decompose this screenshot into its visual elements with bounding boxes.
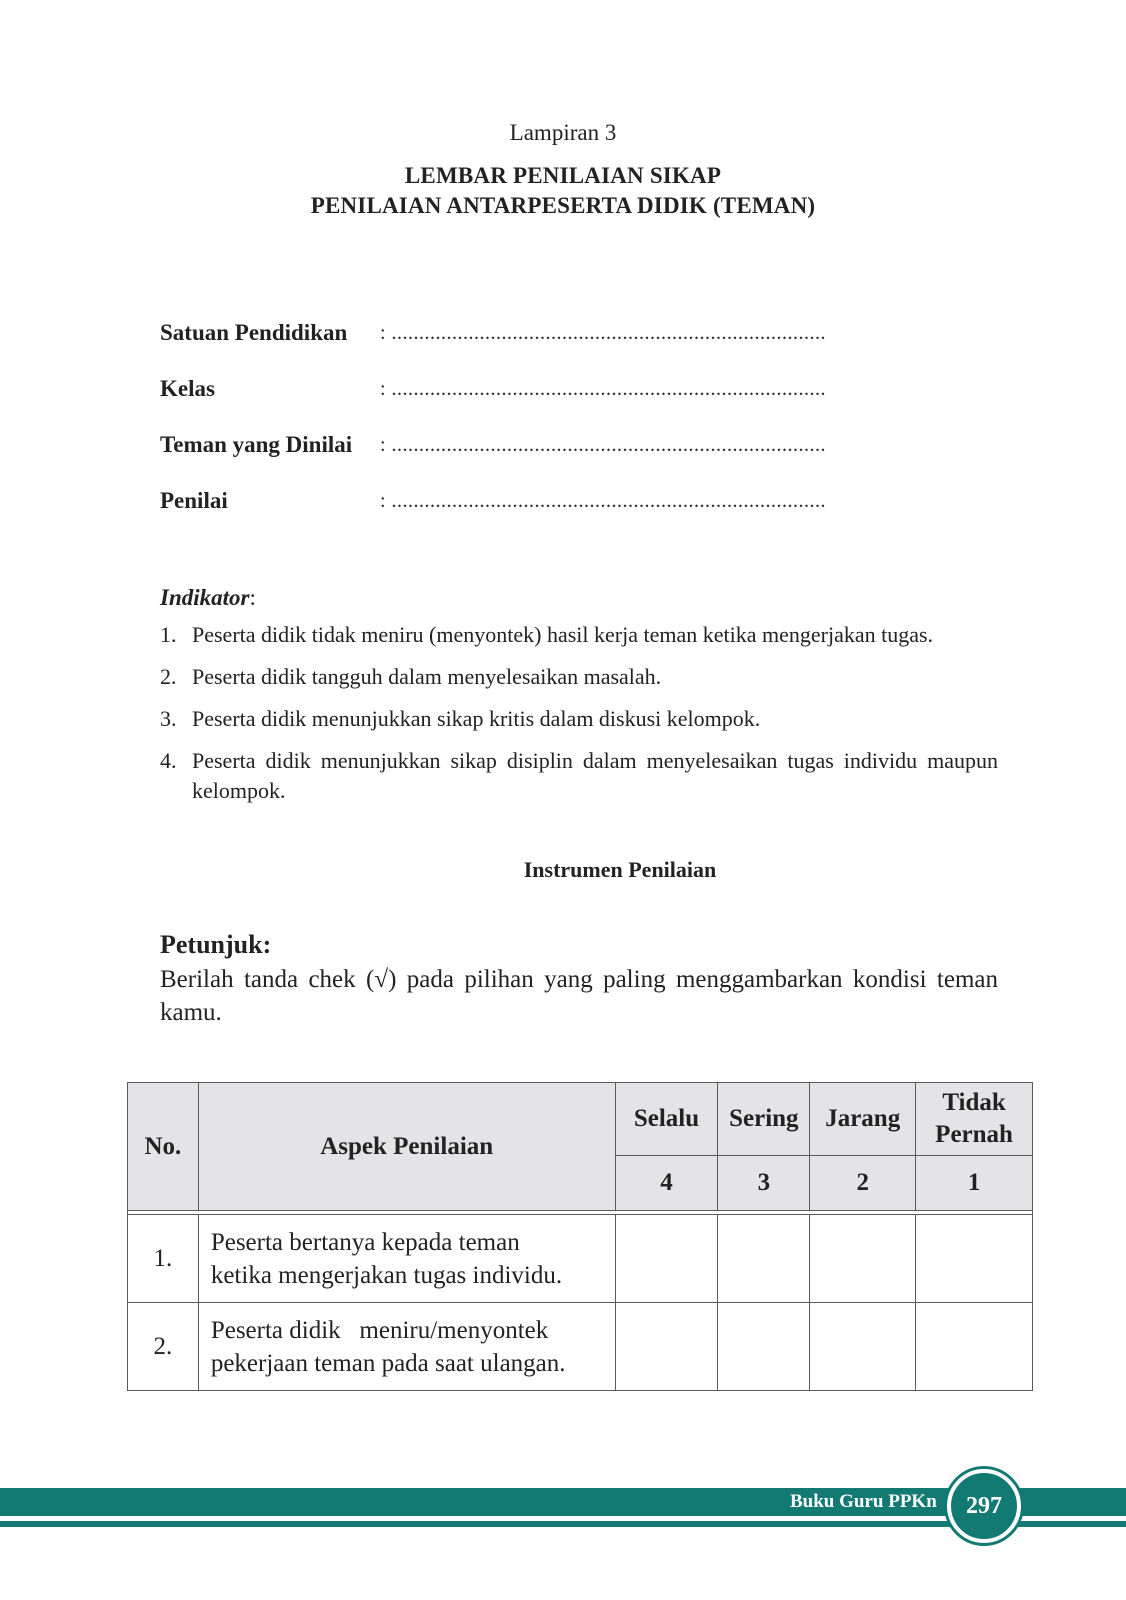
list-item: [160, 704, 998, 734]
check-cell-rarely[interactable]: [810, 1215, 916, 1303]
page-number: 297: [947, 1469, 1021, 1543]
score-4: 4: [615, 1156, 718, 1211]
field-label-assessor: Penilai: [160, 488, 228, 513]
check-cell-never[interactable]: [916, 1303, 1033, 1391]
row-number: 2.: [128, 1303, 199, 1391]
indicators-list: [160, 620, 998, 818]
list-item-text: Peserta didik menunjukkan sikap disiplin dalam menyelesaikan tugas individu maupun kelompok.: [192, 748, 998, 803]
list-item-number: 4.: [160, 748, 177, 773]
field-blank-peer: : ...............................................................................: [380, 434, 827, 456]
document-subtitle: PENILAIAN ANTARPESERTA DIDIK (TEMAN): [310, 193, 816, 218]
score-3: 3: [718, 1156, 810, 1211]
list-item-number: 1.: [160, 622, 177, 647]
check-cell-rarely[interactable]: [810, 1303, 916, 1391]
check-cell-often[interactable]: [718, 1303, 810, 1391]
header-never: Tidak Pernah: [916, 1083, 1033, 1156]
header-aspect: Aspek Penilaian: [198, 1083, 615, 1211]
field-blank-assessor: : ...............................................................................: [380, 490, 827, 512]
score-2: 2: [810, 1156, 916, 1211]
indicators-heading: Indikator:: [160, 585, 256, 610]
document-title: LEMBAR PENILAIAN SIKAP: [404, 163, 722, 188]
row-aspect: Peserta didik meniru/menyontek pekerjaan teman pada saat ulangan.: [198, 1303, 615, 1391]
header-always: Selalu: [615, 1083, 718, 1156]
check-cell-never[interactable]: [916, 1215, 1033, 1303]
header-rarely: Jarang: [810, 1083, 916, 1156]
list-item-text: Peserta didik tangguh dalam menyelesaikan masalah.: [192, 664, 662, 689]
list-item-number: 3.: [160, 706, 177, 731]
assessment-table: [127, 1082, 1033, 1391]
check-cell-often[interactable]: [718, 1215, 810, 1303]
field-blank-school: : ...............................................................................: [380, 322, 827, 344]
table-row: [128, 1303, 1033, 1391]
book-title: Buku Guru PPKn: [790, 1491, 937, 1512]
instrument-heading: Instrumen Penilaian: [523, 857, 717, 882]
check-cell-always[interactable]: [615, 1303, 718, 1391]
check-cell-always[interactable]: [615, 1215, 718, 1303]
header-often: Sering: [718, 1083, 810, 1156]
field-label-class: Kelas: [160, 376, 215, 401]
list-item: [160, 662, 998, 692]
header-no: No.: [128, 1083, 199, 1211]
field-label-school: Satuan Pendidikan: [160, 320, 348, 345]
list-item-text: Peserta didik tidak meniru (menyontek) hasil kerja teman ketika mengerjakan tugas.: [192, 622, 934, 647]
appendix-label: Lampiran 3: [509, 120, 617, 145]
field-label-peer: Teman yang Dinilai: [160, 432, 353, 457]
instructions-heading: Petunjuk:: [160, 930, 272, 959]
list-item-text: Peserta didik menunjukkan sikap kritis dalam diskusi kelompok.: [192, 706, 761, 731]
table-row: [128, 1215, 1033, 1303]
list-item: [160, 620, 998, 650]
field-blank-class: : ...............................................................................: [380, 378, 827, 400]
row-number: 1.: [128, 1215, 199, 1303]
score-1: 1: [916, 1156, 1033, 1211]
instructions-text: Berilah tanda chek (√) pada pilihan yang paling menggambarkan kondisi teman kamu.: [160, 966, 998, 1026]
row-aspect: Peserta bertanya kepada teman ketika mengerjakan tugas individu.: [198, 1215, 615, 1303]
list-item-number: 2.: [160, 664, 177, 689]
list-item: [160, 746, 998, 806]
